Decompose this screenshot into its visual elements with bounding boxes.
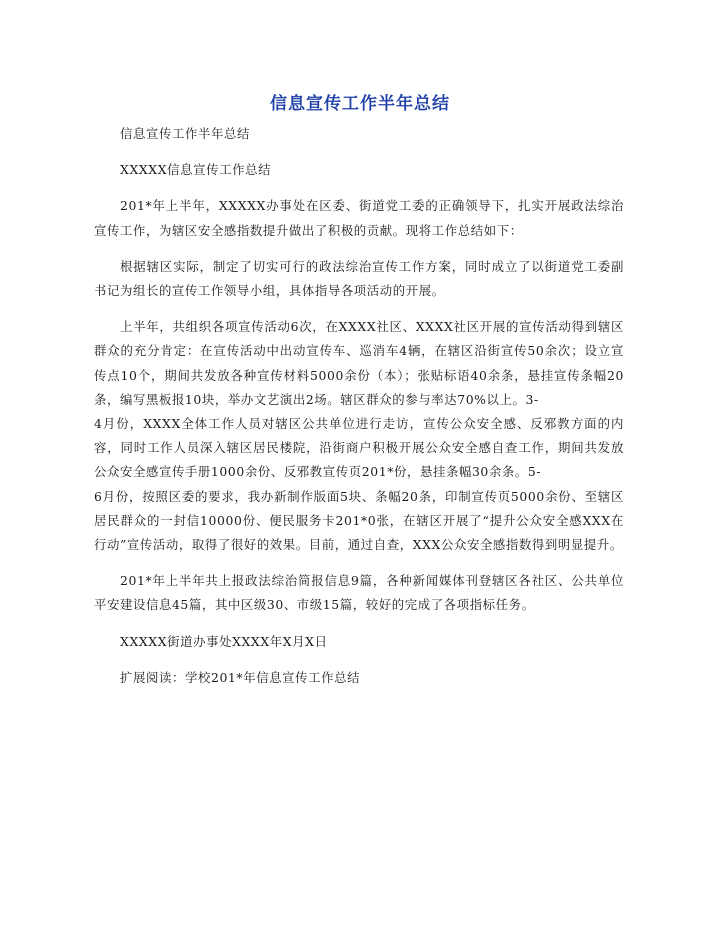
paragraph-intro: 201*年上半年，XXXXX办事处在区委、街道党工委的正确领导下，扎实开展政法综治宣传工作，为辖区安全感指数提升做出了积极的贡献。现将工作总结如下： [94, 198, 624, 238]
paragraph-heading: 信息宣传工作半年总结 [120, 126, 250, 141]
paragraph-organization: 根据辖区实际，制定了切实可行的政法综治宣传工作方案，同时成立了以街道党工委副书记为组长的宣传工作领导小组，具体指导各项活动的开展。 [94, 258, 624, 299]
document-title: 信息宣传工作半年总结 [270, 94, 450, 114]
paragraph-april: 4月份，XXXX全体工作人员对辖区公共单位进行走访，宣传公众安全感、反邪教方面的内容，同时工作人员深入辖区居民楼院，沿街商户积极开展公众安全感自查工作，期间共发放公众安全感宣传手册1000余份、反邪教宣传页201*份，悬挂条幅30余条。5- [94, 416, 624, 480]
paragraph-subtitle: XXXXX信息宣传工作总结 [120, 162, 272, 178]
paragraph-reports: 201*年上半年共上报政法综治简报信息9篇，各种新闻媒体刊登辖区各社区、公共单位平安建设信息45篇，其中区级30、市级15篇，较好的完成了各项指标任务。 [94, 573, 624, 613]
paragraph-june: 6月份，按照区委的要求，我办新制作版面5块、条幅20条，印制宣传页5000余份、至辖区居民群众的一封信10000份、便民服务卡201*0张，在辖区开展了“提升公众安全感XXX在行动”宣传活动，取得了很好的效果。目前，通过自查，XXX公众安全感指数得到明显提升。 [94, 488, 624, 553]
document-body [94, 122, 624, 690]
paragraph-extended-reading: 扩展阅读：学校201*年信息宣传工作总结 [120, 669, 361, 685]
paragraph-activities: 上半年，共组织各项宣传活动6次，在XXXX社区、XXXX社区开展的宣传活动得到辖区群众的充分肯定：在宣传活动中出动宣传车、巡消车4辆，在辖区沿街宣传50余次；设立宣传点10个，期间共发放各种宣传材料5000余份（本）；张贴标语40余条，悬挂宣传条幅20条，编写黑板报10块，举办文艺演出2场。辖区群众的参与率达70%以上。3- [94, 319, 624, 407]
paragraph-signature: XXXXX街道办事处XXXX年X月X日 [120, 633, 328, 649]
